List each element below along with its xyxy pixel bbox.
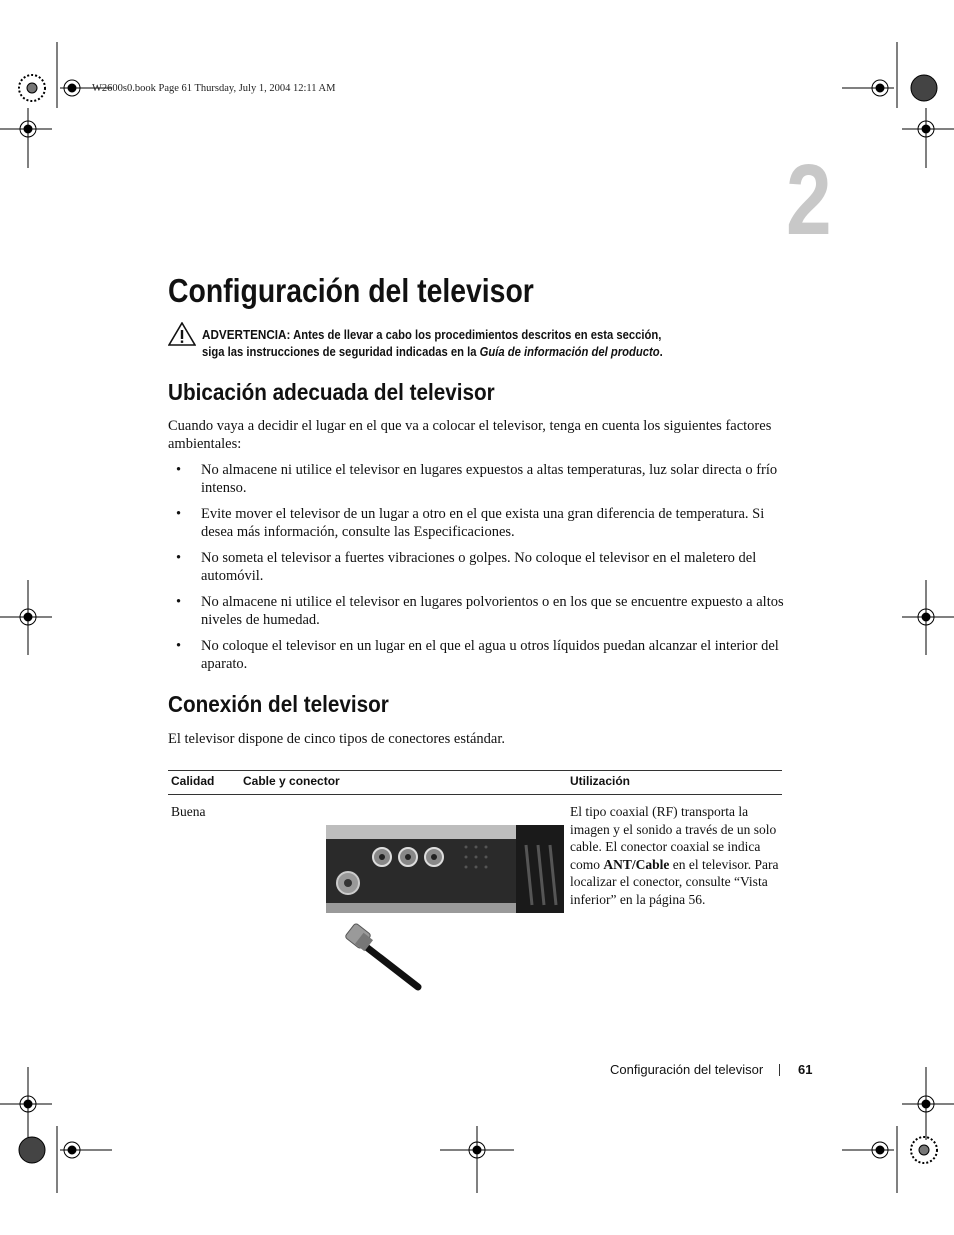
- column-header-quality: Calidad: [168, 771, 240, 795]
- list-item: • Evite mover el televisor de un lugar a otro en el que exista una gran diferencia de temperatura. Si desea más información, consulte las Especificaciones.: [176, 506, 765, 540]
- section-title-placement: Ubicación adecuada del televisor: [168, 379, 495, 405]
- warning-line1: Antes de llevar a cabo los procedimientos descritos en esta sección,: [293, 328, 662, 342]
- quality-cell: Buena: [171, 804, 206, 819]
- usage-cell: El tipo coaxial (RF) transporta la imagen y el sonido a través de un solo cable. El conector coaxial se indica como ANT/Cable en el televisor. Para localizar el conector, consulte “Vista inferior” en la página 56.: [570, 804, 779, 907]
- table-header-row: [168, 771, 782, 795]
- placement-intro: Cuando vaya a decidir el lugar en el que va a colocar el televisor, tenga en cuenta los siguientes factores ambientales:: [168, 418, 772, 452]
- column-header-usage: Utilización: [567, 771, 782, 795]
- connection-intro: El televisor dispone de cinco tipos de conectores estándar.: [168, 731, 506, 747]
- cable-cell: [240, 795, 567, 1000]
- placement-bullet-list: [168, 461, 788, 681]
- warning-line2-prefix: siga las instrucciones de seguridad indicadas en la: [202, 345, 480, 359]
- ant-cable-label: ANT/Cable: [603, 856, 670, 872]
- warning-label: ADVERTENCIA:: [202, 327, 291, 342]
- list-item: • No almacene ni utilice el televisor en lugares expuestos a altas temperaturas, luz solar directa o frío intenso.: [176, 462, 778, 496]
- print-header: W2600s0.book Page 61 Thursday, July 1, 2004 12:11 AM: [92, 83, 336, 94]
- footer-chapter-title: Configuración del televisor: [610, 1062, 764, 1077]
- warning-line2-suffix: .: [659, 345, 663, 359]
- list-item: • No coloque el televisor en un lugar en el que el agua u otros líquidos puedan alcanzar el interior del aparato.: [176, 638, 779, 672]
- warning-triangle-icon: [168, 322, 196, 346]
- tv-connector-panel-photo: [326, 825, 564, 913]
- page-number: 61: [798, 1062, 813, 1077]
- list-item: • No someta el televisor a fuertes vibraciones o golpes. No coloque el televisor en el maletero del automóvil.: [176, 550, 757, 584]
- column-header-cable: Cable y conector: [240, 771, 567, 795]
- footer-separator: [779, 1064, 780, 1076]
- product-guide-reference: Guía de información del producto: [479, 345, 660, 359]
- coaxial-cable-photo: [326, 919, 436, 991]
- list-item: • No almacene ni utilice el televisor en lugares polvorientos o en los que se encuentre expuesto a altos niveles de humedad.: [176, 594, 784, 628]
- table-row: [168, 795, 782, 1000]
- connector-table: [168, 770, 782, 999]
- chapter-title: Configuración del televisor: [168, 272, 534, 309]
- chapter-number: 2: [786, 144, 830, 256]
- section-title-connection: Conexión del televisor: [168, 691, 389, 717]
